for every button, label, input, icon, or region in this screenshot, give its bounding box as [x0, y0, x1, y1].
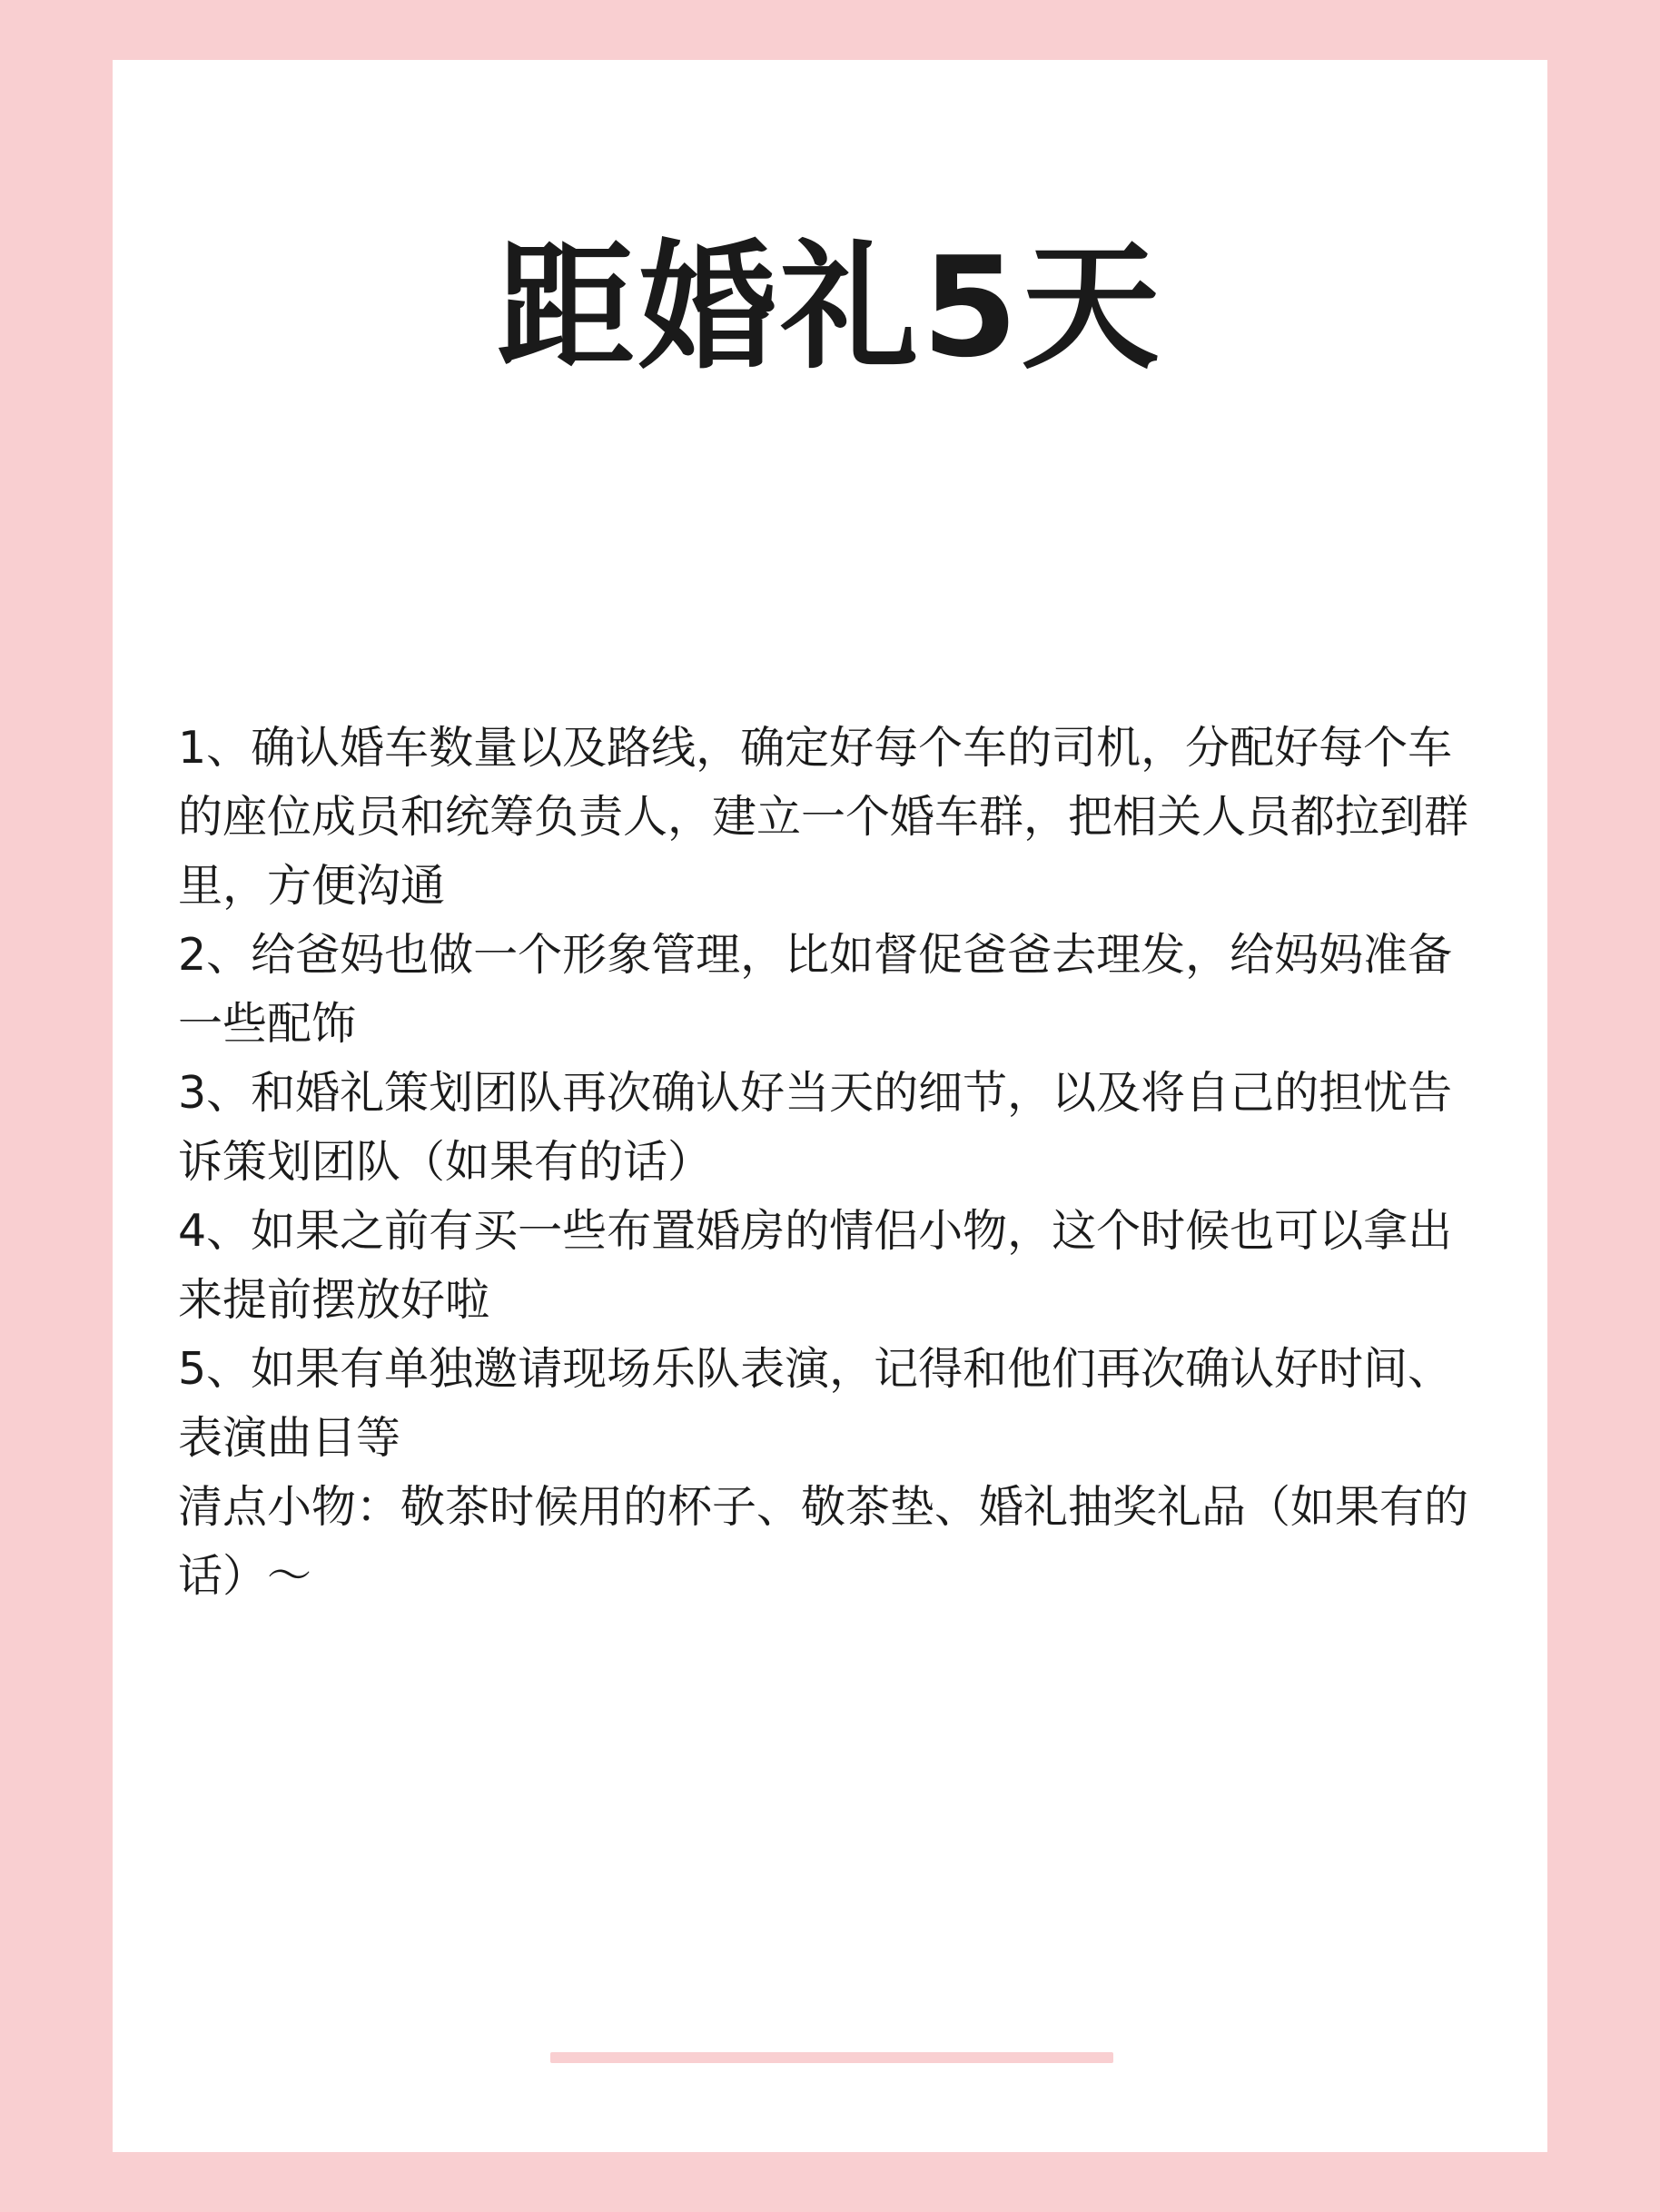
- checklist-item: 4、如果之前有买一些布置婚房的情侣小物，这个时候也可以拿出来提前摆放好啦: [178, 1205, 1453, 1326]
- checklist-item: 清点小物：敬茶时候用的杯子、敬茶垫、婚礼抽奖礼品（如果有的话）～: [178, 1481, 1469, 1602]
- checklist: [178, 714, 1482, 1611]
- checklist-item: 5、如果有单独邀请现场乐队表演，记得和他们再次确认好时间、表演曲目等: [178, 1343, 1453, 1464]
- checklist-item: 1、确认婚车数量以及路线，确定好每个车的司机，分配好每个车的座位成员和统筹负责人，建立一个婚车群，把相关人员都拉到群里，方便沟通: [178, 722, 1469, 912]
- checklist-item: 3、和婚礼策划团队再次确认好当天的细节，以及将自己的担忧告诉策划团队（如果有的话）: [178, 1067, 1453, 1188]
- checklist-item: 2、给爸妈也做一个形象管理，比如督促爸爸去理发，给妈妈准备一些配饰: [178, 929, 1453, 1050]
- page-title: 距婚礼5天: [497, 227, 1163, 388]
- decorative-divider: [550, 2052, 1113, 2063]
- content-card: [113, 60, 1547, 2152]
